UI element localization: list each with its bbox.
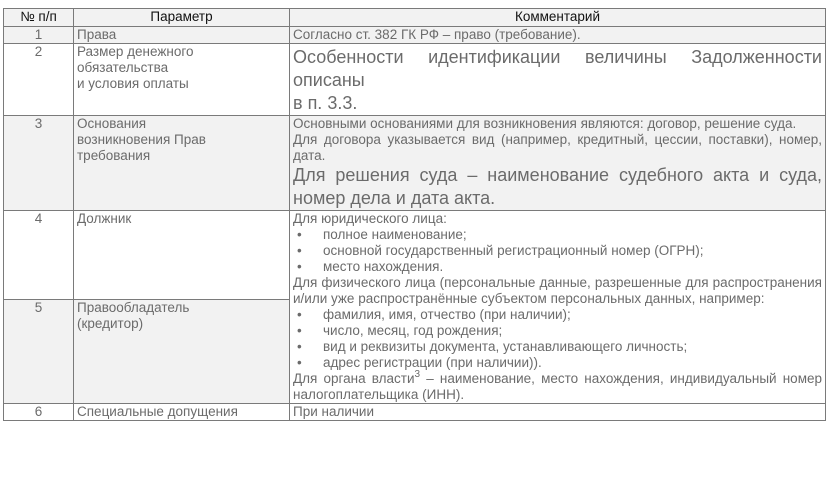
row-param: Специальные допущения [74,404,290,421]
param-line: требования [77,148,151,163]
param-line: (кредитор) [77,316,144,331]
authority-text [293,368,822,403]
param-line: обязательства [77,60,169,75]
list-item: • вид и реквизиты документа, устанавливающего личность; [293,339,822,355]
comment-line: Особенности идентификации величины Задолженности описаны [293,47,822,90]
legal-intro: Для юридического лица: [293,211,447,226]
person-list [293,307,822,371]
list-item: • фамилия, имя, отчество (при наличии); [293,307,822,323]
list-item: • полное наименование; [293,227,822,243]
row-num: 1 [4,27,74,44]
row-param: Права [74,27,290,44]
parameters-table [3,8,826,421]
row-comment [290,44,826,116]
merged-comment [290,211,826,404]
table-row [4,211,826,300]
row-num: 4 [4,211,74,300]
comment-paragraph: Основными основаниями для возникновения являются: договор, решение суда. [293,116,797,131]
authority-pre: Для органа власти [293,371,415,386]
header-num: № п/п [4,9,74,27]
row-comment: При наличии [290,404,826,421]
row-num: 6 [4,404,74,421]
row-comment [290,116,826,211]
row-num: 2 [4,44,74,116]
footnote-mark: 3 [414,368,421,380]
param-line: Правообладатель [77,300,190,315]
list-item: • адрес регистрации (при наличии)). [293,355,822,371]
row-num: 3 [4,116,74,211]
param-line: и условия оплаты [77,76,189,91]
param-line: возникновения Прав [77,132,206,147]
comment-line: в п. 3.3. [293,93,358,113]
param-line: Размер денежного [77,44,194,59]
list-item: • число, месяц, год рождения; [293,323,822,339]
header-param: Параметр [74,9,290,27]
person-intro: Для физического лица (персональные данные, разрешенные для распространения и/или уже распространённые субъектом персональных данных, например: [293,275,822,306]
comment-paragraph: Для решения суда – наименование судебного акта и суда, номер дела и дата акта. [293,165,822,208]
row-param [74,116,290,211]
row-param: Должник [74,211,290,300]
legal-list [293,227,822,275]
row-param [74,44,290,116]
list-item: • основной государственный регистрационный номер (ОГРН); [293,243,822,259]
header-comment: Комментарий [290,9,826,27]
table-row [4,44,826,116]
header-row [4,9,826,27]
table-row [4,404,826,421]
param-line: Основания [77,116,147,131]
table-row [4,27,826,44]
authority-post: – наименование, место нахождения, индивидуальный номер налогоплательщика (ИНН). [293,371,822,402]
row-param [74,300,290,404]
table-row [4,116,826,211]
row-num: 5 [4,300,74,404]
row-comment: Согласно ст. 382 ГК РФ – право (требование). [290,27,826,44]
comment-paragraph: Для договора указывается вид (например, кредитный, цессии, поставки), номер, дата. [293,132,822,163]
list-item: • место нахождения. [293,259,822,275]
